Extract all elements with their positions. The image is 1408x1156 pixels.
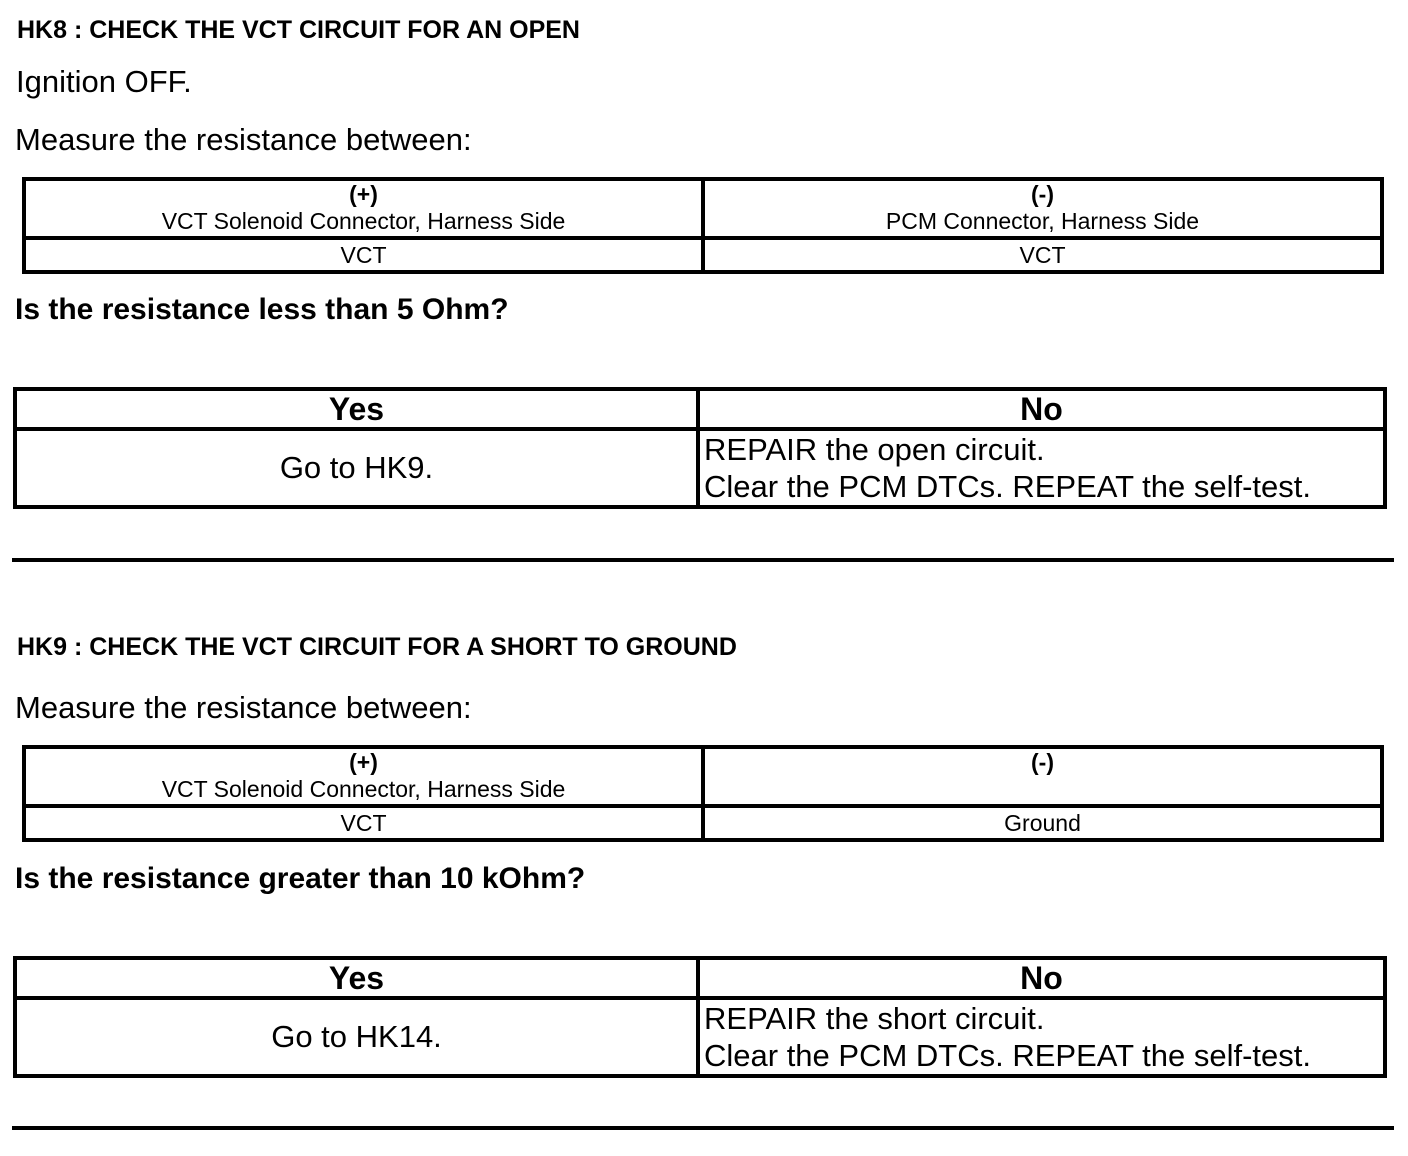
hk9-negative-pin: Ground (703, 806, 1382, 840)
hk9-yes-action: Go to HK14. (15, 998, 698, 1076)
hk9-measure-intro: Measure the resistance between: (15, 690, 472, 725)
hk9-no-action (698, 998, 1385, 1076)
hk8-measure-intro: Measure the resistance between: (15, 122, 472, 157)
hk8-positive-probe-header (24, 179, 703, 238)
hk8-negative-connector: PCM Connector, Harness Side (885, 208, 1200, 234)
hk9-yes-header: Yes (15, 958, 698, 998)
hk9-question: Is the resistance greater than 10 kOhm? (15, 862, 586, 895)
hk8-negative-probe-header (703, 179, 1382, 238)
hk8-heading: HK8 : CHECK THE VCT CIRCUIT FOR AN OPEN (17, 16, 580, 44)
hk9-positive-probe-header (24, 747, 703, 806)
hk8-question: Is the resistance less than 5 Ohm? (15, 293, 509, 326)
hk8-no-header: No (698, 389, 1385, 429)
section-divider (12, 558, 1394, 562)
hk8-no-action-line1: REPAIR the open circuit. (704, 432, 1045, 467)
hk8-positive-polarity: (+) (349, 181, 378, 207)
hk9-no-header: No (698, 958, 1385, 998)
hk9-no-action-line2: Clear the PCM DTCs. REPEAT the self-test. (704, 1038, 1311, 1073)
hk8-step-ignition-off: Ignition OFF. (16, 64, 192, 99)
hk8-negative-pin: VCT (703, 238, 1382, 272)
hk8-no-action (698, 429, 1385, 507)
hk9-negative-probe-header (703, 747, 1382, 806)
hk9-positive-polarity: (+) (349, 749, 378, 775)
hk8-no-action-line2: Clear the PCM DTCs. REPEAT the self-test. (704, 469, 1311, 504)
hk8-measurement-table (22, 177, 1384, 274)
section-divider-bottom (12, 1126, 1394, 1130)
hk9-positive-pin: VCT (24, 806, 703, 840)
hk9-negative-polarity: (-) (1031, 749, 1054, 775)
hk8-positive-connector: VCT Solenoid Connector, Harness Side (161, 208, 566, 234)
hk8-positive-pin: VCT (24, 238, 703, 272)
hk9-positive-connector: VCT Solenoid Connector, Harness Side (161, 776, 566, 802)
hk8-yes-header: Yes (15, 389, 698, 429)
hk8-yes-action: Go to HK9. (15, 429, 698, 507)
hk9-heading: HK9 : CHECK THE VCT CIRCUIT FOR A SHORT TO GROUND (17, 633, 737, 661)
hk8-negative-polarity: (-) (1031, 181, 1054, 207)
hk9-measurement-table (22, 745, 1384, 842)
hk9-no-action-line1: REPAIR the short circuit. (704, 1001, 1045, 1036)
hk9-decision-table (13, 956, 1387, 1078)
hk8-decision-table (13, 387, 1387, 509)
